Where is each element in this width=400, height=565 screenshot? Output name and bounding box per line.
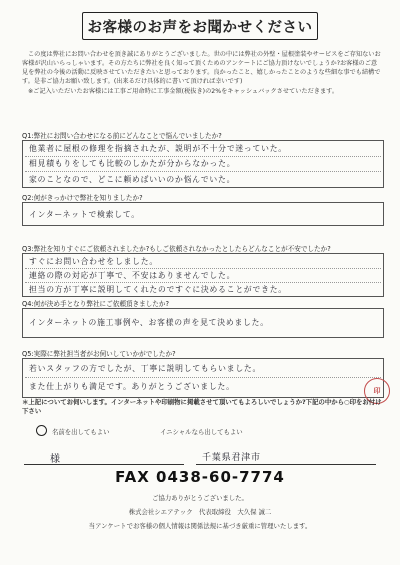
question-5-answer-box[interactable] — [22, 358, 384, 398]
question-5-label: Q5:実際に弊社担当者がお伺いしていかがでしたか? — [22, 350, 176, 358]
intro-text — [22, 50, 382, 96]
customer-address-field[interactable] — [196, 448, 376, 465]
question-1-label: Q1:弊社にお問い合わせになる前にどんなことで悩んでいましたか? — [22, 132, 222, 140]
question-1-answer-box[interactable] — [22, 140, 384, 188]
question-2-label: Q2:何がきっかけで弊社を知りましたか? — [22, 194, 143, 202]
footer-thanks: ご協力ありがとうございました。 — [152, 494, 248, 502]
question-2-answer-box[interactable] — [22, 202, 384, 226]
fax-number: FAX 0438-60-7774 — [115, 468, 285, 486]
intro-cashback-note: ※ご記入いただいたお客様には工事ご用命時に工事金額(税抜き)の2%をキャッシュバックさせていただきます。 — [28, 88, 339, 95]
answer-1-line-1: 他業者に屋根の修理を指摘されたが、説明が不十分で迷っていた。 — [29, 144, 287, 153]
permission-options — [28, 425, 368, 437]
customer-address: 千葉県君津市 — [202, 453, 261, 463]
answer-5-line-1: 若いスタッフの方でしたが、丁寧に説明してもらいました。 — [29, 364, 262, 373]
question-4-answer-box[interactable] — [22, 308, 384, 338]
answer-4-line-1: インターネットの施工事例や、お客様の声を見て決めました。 — [29, 318, 269, 327]
intro-paragraph: この度は弊社にお問い合わせを頂き誠にありがとうございました。世の中には弊社の外壁・屋根塗装やサービスをご存知ないお客様が沢山いらっしゃいます。その方たちに弊社を良く知って頂くためのアンケートにご協力頂けないでしょうか?お客様のご意見を弊社の今後の活動に反映させていただきたいと思っております。良かったこと、嬉しかったことのような些細な事でも結構です。是非ご協力お願い致します。(出来るだけ具体的に書いて頂ければ幸いです) — [22, 51, 381, 85]
customer-name: 様 — [50, 454, 61, 465]
option-initial-ok[interactable]: イニシャルなら出してもよい — [160, 428, 243, 436]
question-3-answer-box[interactable] — [22, 253, 384, 297]
page-title: お客様のお声をお聞かせください — [82, 12, 318, 40]
answer-3-line-1: すぐにお問い合わせをしました。 — [29, 257, 158, 266]
footer-privacy: 当アンケートでお客様の個人情報は関係法規に基づき厳重に管理いたします。 — [88, 522, 312, 530]
answer-2-line-1: インターネットで検索して。 — [29, 210, 140, 219]
answer-1-line-2: 相見積もりをしても比較のしかたが分からなかった。 — [29, 159, 236, 168]
question-3-label: Q3:弊社を知りすぐにご依頼されましたか?もしご依頼されなかったとしたらどんなことが不安でしたか? — [22, 245, 331, 253]
customer-name-field[interactable] — [24, 448, 184, 465]
seal-stamp: 印 — [364, 378, 390, 404]
option-name-ok[interactable]: 名前を出してもよい — [52, 428, 110, 436]
option-1-circle-mark[interactable] — [36, 425, 47, 436]
answer-3-line-2: 連絡の際の対応が丁寧で、不安はありませんでした。 — [29, 271, 236, 280]
answer-5-line-2: また仕上がりも満足です。ありがとうございました。 — [29, 382, 235, 391]
answer-3-line-3: 担当の方が丁寧に説明してくれたのですぐに決めることができた。 — [29, 285, 287, 294]
footer-company: 株式会社シエアテック 代表取締役 大久保 誠二 — [128, 508, 272, 516]
answer-1-line-3: 家のことなので、どこに頼めばいいのか悩んでいた。 — [29, 175, 236, 184]
question-4-label: Q4:何が決め手となり弊社にご依頼頂きましたか? — [22, 300, 169, 308]
publication-permission-note: ＊上記についてお伺いします。インターネットや印刷物に掲載させて頂いてもよろしいでしょうか?下記の中から○印をお付け下さい — [22, 398, 382, 415]
